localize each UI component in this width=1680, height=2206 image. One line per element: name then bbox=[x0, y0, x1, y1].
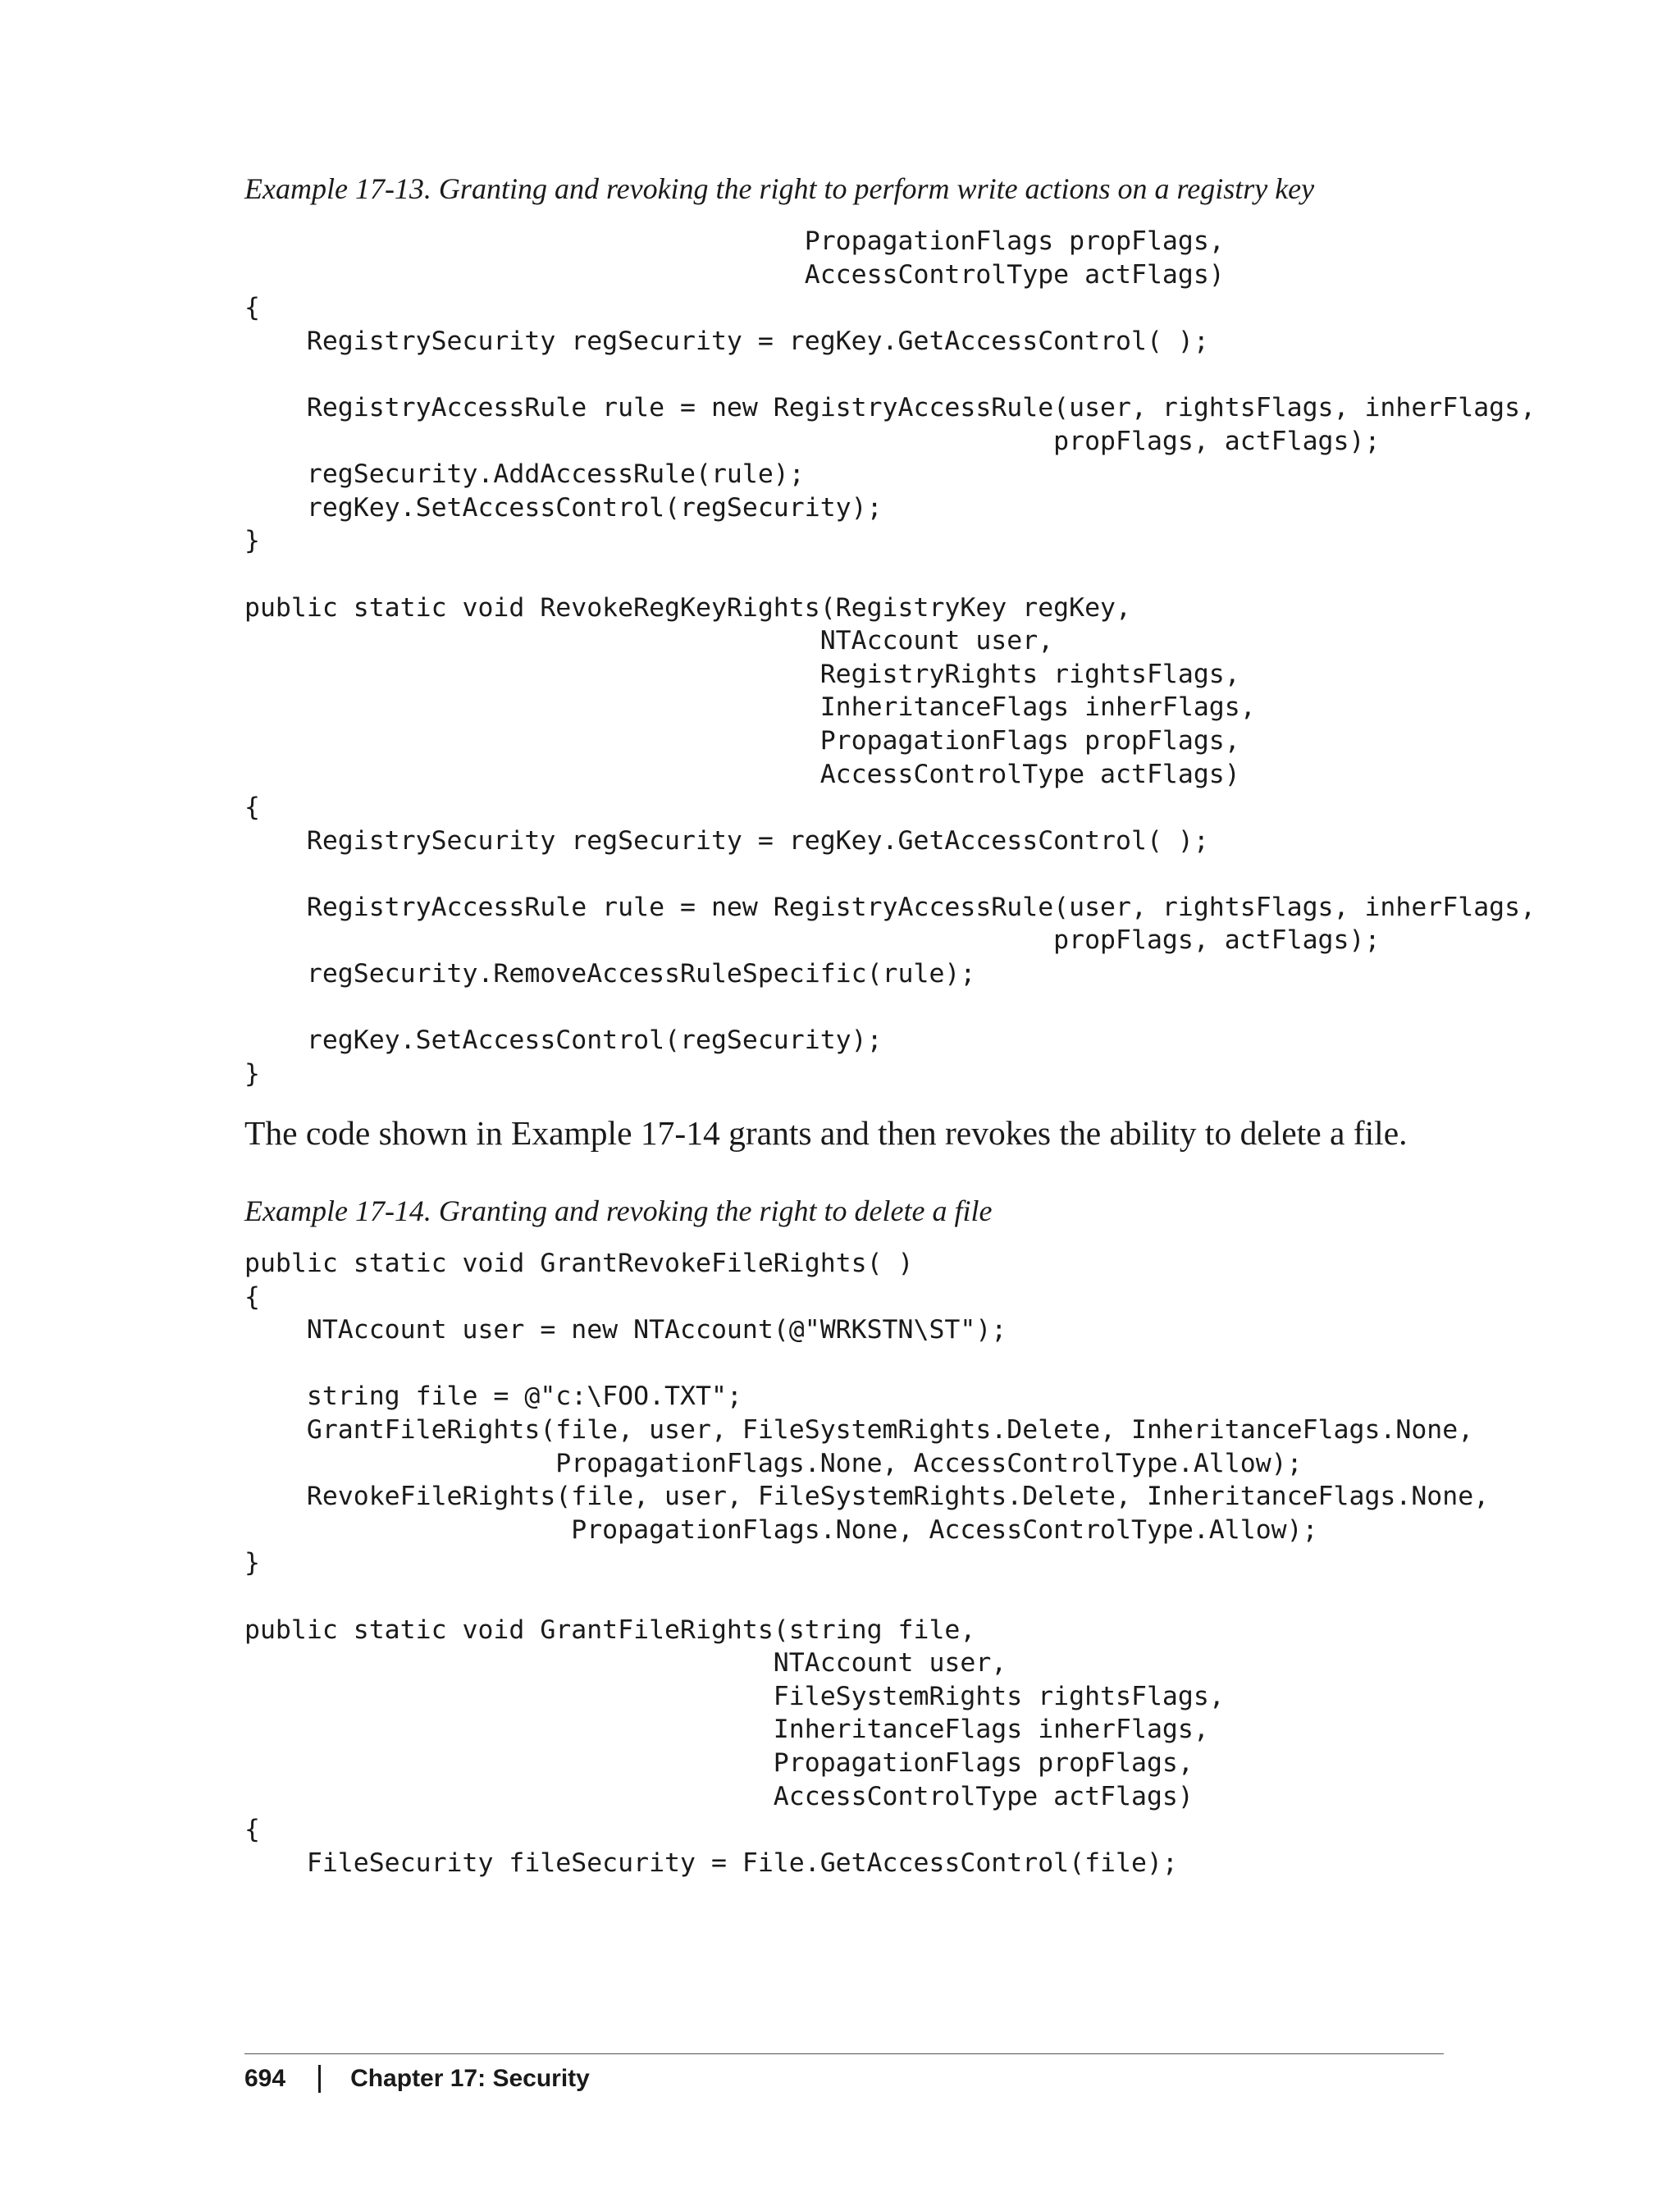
code-line: public static void RevokeRegKeyRights(RegistryKey regKey, bbox=[244, 592, 1131, 623]
code-line: FileSystemRights rightsFlags, bbox=[244, 1681, 1225, 1711]
example-17-13-code-listing bbox=[244, 225, 1536, 1090]
code-line: public static void GrantFileRights(string file, bbox=[244, 1615, 976, 1645]
code-line: } bbox=[244, 1548, 260, 1578]
body-paragraph: The code shown in Example 17-14 grants and then revokes the ability to delete a file. bbox=[244, 1114, 1408, 1152]
code-line: PropagationFlags propFlags, bbox=[244, 226, 1225, 256]
code-line: propFlags, actFlags); bbox=[244, 925, 1381, 956]
code-line: { bbox=[244, 1281, 260, 1312]
code-line: } bbox=[244, 1058, 260, 1089]
code-line: PropagationFlags.None, AccessControlType.Allow); bbox=[244, 1514, 1318, 1545]
code-line: InheritanceFlags inherFlags, bbox=[244, 692, 1256, 723]
code-line: PropagationFlags propFlags, bbox=[244, 1747, 1194, 1778]
example-17-14-caption: Example 17-14. Granting and revoking the right to delete a file bbox=[244, 1194, 993, 1227]
code-line: public static void GrantRevokeFileRights( ) bbox=[244, 1249, 914, 1278]
code-line: RegistryAccessRule rule = new RegistryAccessRule(user, rightsFlags, inherFlags, bbox=[244, 892, 1536, 922]
code-line bbox=[244, 558, 1536, 591]
code-line: NTAccount user, bbox=[244, 626, 1054, 656]
example-17-14-code-listing bbox=[244, 1247, 1489, 1879]
code-line: regSecurity.RemoveAccessRuleSpecific(rule); bbox=[244, 959, 976, 989]
code-line bbox=[244, 358, 1536, 391]
code-line bbox=[244, 857, 1536, 891]
code-line: RevokeFileRights(file, user, FileSystemRights.Delete, InheritanceFlags.None, bbox=[244, 1482, 1490, 1512]
code-line bbox=[244, 1347, 1489, 1381]
footer-separator bbox=[318, 2065, 321, 2093]
code-line: RegistryRights rightsFlags, bbox=[244, 659, 1240, 689]
code-line: regKey.SetAccessControl(regSecurity); bbox=[244, 492, 883, 523]
code-line: regSecurity.AddAccessRule(rule); bbox=[244, 459, 805, 490]
code-line: NTAccount user, bbox=[244, 1648, 1007, 1678]
code-line: propFlags, actFlags); bbox=[244, 426, 1381, 456]
code-line: } bbox=[244, 526, 260, 556]
chapter-title: Chapter 17: Security bbox=[350, 2065, 590, 2092]
code-line: PropagationFlags propFlags, bbox=[244, 725, 1240, 756]
code-line: string file = @"c:\FOO.TXT"; bbox=[244, 1382, 742, 1412]
code-line: RegistrySecurity regSecurity = regKey.GetAccessControl( ); bbox=[244, 825, 1209, 856]
code-line: AccessControlType actFlags) bbox=[244, 1781, 1194, 1811]
code-line: RegistrySecurity regSecurity = regKey.GetAccessControl( ); bbox=[244, 326, 1209, 356]
code-line: AccessControlType actFlags) bbox=[244, 759, 1240, 789]
code-line: { bbox=[244, 293, 260, 323]
code-line bbox=[244, 1580, 1489, 1614]
code-line: regKey.SetAccessControl(regSecurity); bbox=[244, 1025, 883, 1056]
code-line: { bbox=[244, 1815, 260, 1845]
page-number: 694 bbox=[244, 2065, 286, 2092]
code-line bbox=[244, 991, 1536, 1025]
footer-divider bbox=[244, 2053, 1444, 2054]
code-line: FileSecurity fileSecurity = File.GetAccessControl(file); bbox=[244, 1847, 1178, 1878]
code-line: RegistryAccessRule rule = new RegistryAccessRule(user, rightsFlags, inherFlags, bbox=[244, 392, 1536, 422]
code-line: AccessControlType actFlags) bbox=[244, 259, 1225, 290]
page-footer bbox=[244, 2062, 590, 2095]
code-line: InheritanceFlags inherFlags, bbox=[244, 1715, 1209, 1745]
example-17-13-caption: Example 17-13. Granting and revoking the right to perform write actions on a registry key bbox=[244, 172, 1315, 205]
code-line: PropagationFlags.None, AccessControlType.Allow); bbox=[244, 1448, 1303, 1478]
code-line: GrantFileRights(file, user, FileSystemRights.Delete, InheritanceFlags.None, bbox=[244, 1414, 1474, 1445]
code-line: { bbox=[244, 792, 260, 823]
code-line: NTAccount user = new NTAccount(@"WRKSTN\ST"); bbox=[244, 1315, 1007, 1345]
